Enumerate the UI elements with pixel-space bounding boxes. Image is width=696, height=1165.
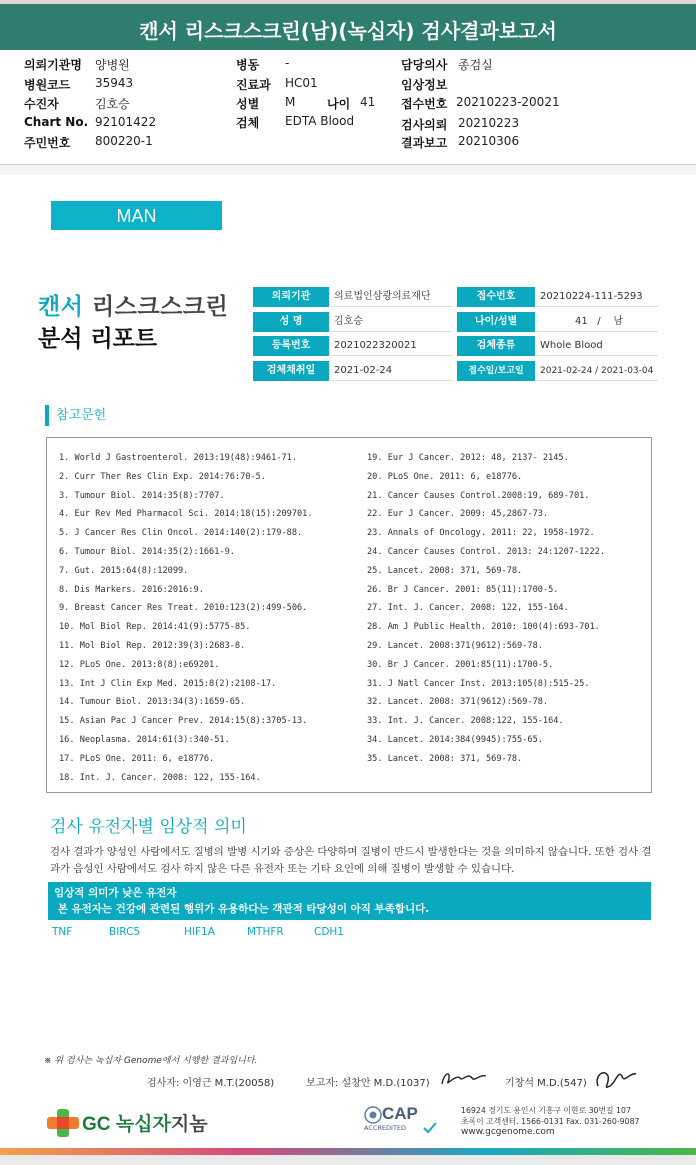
doctor-label: 담당의사 xyxy=(401,58,448,72)
ward-value: - xyxy=(285,56,290,70)
brand-title-rest: 리스크스크린 xyxy=(83,294,229,320)
reference-item: 2. Curr Ther Res Clin Exp. 2014:76:70-5. xyxy=(59,471,266,482)
sex-label: 성별 xyxy=(236,97,260,111)
gene-item: BIRC5 xyxy=(109,926,141,938)
footer-color-bar xyxy=(0,1148,696,1155)
reference-item: 22. Eur J Cancer. 2009: 45,2867-73. xyxy=(367,509,549,520)
checkmark-icon xyxy=(422,1121,438,1135)
dates-value: 2021-02-24 / 2021-03-04 xyxy=(537,361,658,381)
sex-value: M xyxy=(285,95,296,109)
reference-item: 33. Int. J. Cancer. 2008:122, 155-164. xyxy=(367,716,564,727)
report-date-value: 20210306 xyxy=(458,134,520,148)
tester-name: 검사자: 이영근 M.T.(20058) xyxy=(147,1078,275,1089)
reference-item: 13. Int J Clin Exp Med. 2015:8(2):2108-17. xyxy=(59,678,277,689)
specimen-type-label: 검체종류 xyxy=(457,336,535,356)
age-value: 41 xyxy=(360,95,376,109)
reference-item: 6. Tumour Biol. 2014:35(2):1661-9. xyxy=(59,546,235,557)
reference-item: 10. Mol Biol Rep. 2014:41(9):5775-85. xyxy=(59,622,251,633)
reference-item: 24. Cancer Causes Control. 2013: 24:1207-1222. xyxy=(367,546,605,557)
cap-accreditation-logo xyxy=(362,1104,442,1140)
reference-item: 18. Int. J. Cancer. 2008: 122, 155-164. xyxy=(59,772,261,783)
reference-item: 23. Annals of Oncology. 2011: 22, 1958-1972. xyxy=(367,528,595,539)
reference-item: 4. Eur Rev Med Pharmacol Sci. 2014:18(15):209701. xyxy=(59,509,313,520)
approver-name: 기창석 M.D.(547) xyxy=(505,1078,587,1089)
inst-value: 의료법인삼광의료재단 xyxy=(331,287,453,307)
cap-subtext: ACCREDITED xyxy=(364,1124,407,1132)
hospital-code-value: 35943 xyxy=(95,76,134,90)
approver-signature xyxy=(592,1066,642,1092)
gene-item: HIF1A xyxy=(184,926,215,938)
receipt-label: 접수번호 xyxy=(457,287,535,307)
inst-label: 의뢰기관 xyxy=(253,287,329,307)
logo-name-a: 녹십자 xyxy=(115,1114,171,1135)
report-title-bar xyxy=(0,0,696,50)
patient-info-table xyxy=(0,55,696,163)
hospital-code-label: 병원코드 xyxy=(24,78,71,92)
reference-item: 17. PLoS One. 2011: 6, e18776. xyxy=(59,753,215,764)
reference-item: 29. Lancet. 2008:371(9612):569-78. xyxy=(367,640,543,651)
reference-item: 27. Int. J. Cancer. 2008: 122, 155-164. xyxy=(367,603,569,614)
chart-no-label: Chart No. xyxy=(24,115,89,129)
reporter-name: 보고자: 설창안 M.D.(1037) xyxy=(306,1078,430,1089)
cap-text: CAP xyxy=(382,1104,418,1123)
report-date-label: 결과보고 xyxy=(401,136,448,150)
header-shadow-band xyxy=(0,165,696,175)
department-label: 진료과 xyxy=(236,78,271,92)
gc-cross-logo-icon xyxy=(45,1107,81,1139)
reference-item: 26. Br J Cancer. 2001: 85(11):1700-5. xyxy=(367,584,559,595)
chart-no-value: 92101422 xyxy=(95,115,157,129)
examinee-value: 김호승 xyxy=(95,97,130,111)
references-heading: 참고문헌 xyxy=(45,405,106,426)
reference-item: 19. Eur J Cancer. 2012: 48, 2137- 2145. xyxy=(367,453,569,463)
reference-item: 1. World J Gastroenterol. 2013:19(48):9461-71. xyxy=(59,453,297,463)
clinical-meaning-heading: 검사 유전자별 임상적 의미 xyxy=(50,817,247,837)
request-date-value: 20210223 xyxy=(458,116,520,130)
dates-label: 접수일/보고일 xyxy=(457,361,535,381)
reporter-signature xyxy=(438,1066,490,1090)
clinical-description: 검사 결과가 양성인 사람에서도 질병의 발병 시기와 증상은 다양하며 질병이 반드시 발생한다는 것을 의미하지 않습니다. 또한 검사 결과가 음성인 사람에서도 검사 하지 않은 다른 유전자 또는 기타 요인에 의해 질병이 발생할 수 있습니다. xyxy=(50,846,652,875)
report-title: 캔서 리스크스크린(남)(녹십자) 검사결과보고서 xyxy=(139,19,557,43)
resident-no-value: 800220-1 xyxy=(95,134,153,148)
reference-item: 9. Breast Cancer Res Treat. 2010:123(2):499-506. xyxy=(59,603,308,614)
cap-emblem-icon xyxy=(364,1106,382,1124)
hospital-label: 의뢰기관명 xyxy=(24,58,82,72)
gene-item: TNF xyxy=(52,926,73,938)
reference-item: 32. Lancet. 2008: 371(9612):569-78. xyxy=(367,697,549,708)
references-right-column xyxy=(367,449,605,769)
collect-date-value: 2021-02-24 xyxy=(331,361,453,381)
specimen-type-value: Whole Blood xyxy=(537,336,658,356)
doctor-value: 종검실 xyxy=(458,58,493,72)
specimen-label: 검체 xyxy=(236,116,260,130)
references-left-column xyxy=(59,449,313,787)
examinee-label: 수진자 xyxy=(24,97,59,111)
reference-item: 7. Gut. 2015:64(8):12099. xyxy=(59,565,189,576)
reference-item: 28. Am J Public Health. 2010: 100(4):693-701. xyxy=(367,622,600,633)
reference-item: 21. Cancer Causes Control.2008:19, 689-701. xyxy=(367,490,590,501)
footer-note: ※ 위 검사는 녹십자 Genome에서 시행한 결과입니다. xyxy=(44,1056,258,1066)
receipt-no-value: 20210223-20021 xyxy=(456,95,560,109)
ward-label: 병동 xyxy=(236,58,260,72)
name-value: 김호승 xyxy=(331,312,453,332)
reference-item: 12. PLoS One. 2013:8(8):e69201. xyxy=(59,659,220,670)
reg-value: 2021022320021 xyxy=(331,336,453,356)
address-line-2: 초록이 고객센터. 1566-0131 Fax. 031-260-9087 xyxy=(461,1116,640,1126)
reference-item: 20. PLoS One. 2011: 6, e18776. xyxy=(367,471,523,482)
receipt-value: 20210224-111-5293 xyxy=(537,287,658,307)
reference-item: 25. Lancet. 2008: 371, 569-78. xyxy=(367,565,523,576)
address-line-1: 16924 경기도 용인시 기흥구 이현로 30번길 107 xyxy=(461,1106,631,1115)
reg-label: 등록번호 xyxy=(253,336,329,356)
sex-badge: MAN xyxy=(51,201,222,230)
footer-gray-band xyxy=(0,1155,696,1165)
reference-item: 3. Tumour Biol. 2014:35(8):7707. xyxy=(59,490,225,501)
clinical-info-label: 임상정보 xyxy=(401,78,448,92)
reference-item: 30. Br J Cancer. 2001:85(11):1700-5. xyxy=(367,659,554,670)
gene-item: MTHFR xyxy=(247,926,284,938)
reference-item: 34. Lancet. 2014:384(9945):755-65. xyxy=(367,734,543,745)
reference-item: 16. Neoplasma. 2014:61(3):340-51. xyxy=(59,734,230,745)
brand-title xyxy=(38,288,228,321)
brand-subtitle: 분석 리포트 xyxy=(38,326,158,352)
reference-item: 35. Lancet. 2008: 371, 569-78. xyxy=(367,753,523,764)
receipt-no-label: 접수번호 xyxy=(401,97,448,111)
resident-no-label: 주민번호 xyxy=(24,136,71,150)
logo-name-b: 지놈 xyxy=(170,1114,208,1135)
report-summary-table xyxy=(253,285,658,381)
hospital-value: 양병원 xyxy=(95,58,130,72)
reference-item: 15. Asian Pac J Cancer Prev. 2014:15(8):3705-13. xyxy=(59,716,308,727)
specimen-value: EDTA Blood xyxy=(285,114,355,128)
low-significance-notice xyxy=(48,882,651,920)
company-address xyxy=(461,1106,639,1138)
reference-item: 5. J Cancer Res Clin Oncol. 2014:140(2):179-88. xyxy=(59,528,303,539)
agesex-value: 41 / 남 xyxy=(537,312,658,332)
age-label: 나이 xyxy=(327,97,351,111)
request-date-label: 검사의뢰 xyxy=(401,118,448,132)
company-logo-text xyxy=(82,1109,208,1136)
notice-title: 임상적 의미가 낮은 유전자 xyxy=(54,887,177,899)
company-website: www.gcgenome.com xyxy=(461,1127,555,1137)
reference-item: 8. Dis Markers. 2016:2016:9. xyxy=(59,584,204,595)
department-value: HC01 xyxy=(285,76,318,90)
gene-item: CDH1 xyxy=(314,926,344,938)
reference-item: 11. Mol Biol Rep. 2012:39(3):2683-8. xyxy=(59,640,246,651)
name-label: 성 명 xyxy=(253,312,329,332)
logo-gc: GC xyxy=(82,1114,111,1135)
collect-date-label: 검체채취일 xyxy=(253,361,329,381)
reference-item: 31. J Natl Cancer Inst. 2013:105(8):515-25. xyxy=(367,678,590,689)
reference-item: 14. Tumour Biol. 2013:34(3):1659-65. xyxy=(59,697,246,708)
notice-text: 본 유전자는 건강에 관련된 행위가 유용하다는 객관적 타당성이 아직 부족합니다. xyxy=(54,903,430,915)
references-box xyxy=(46,437,652,793)
agesex-label: 나이/성별 xyxy=(457,312,535,332)
brand-title-accent: 캔서 xyxy=(38,294,84,320)
